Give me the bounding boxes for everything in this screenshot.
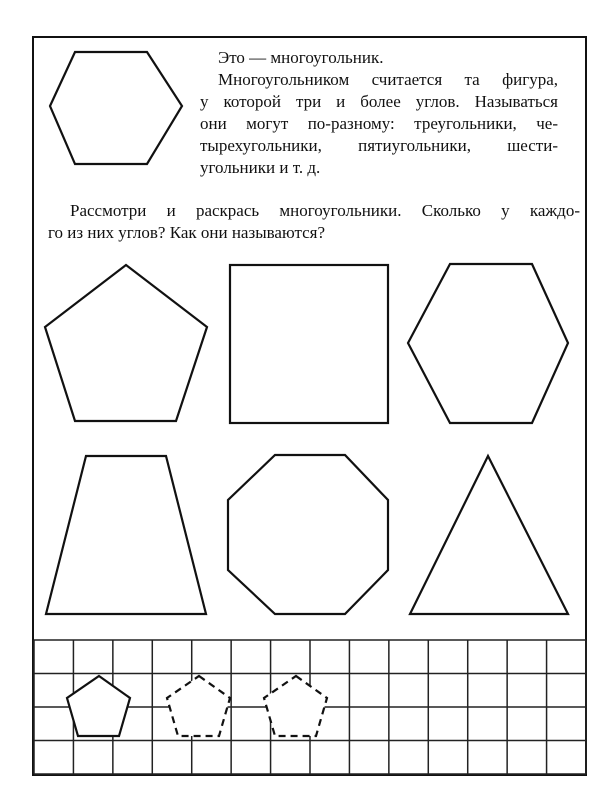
example-hexagon (50, 52, 182, 164)
triangle-figure (410, 456, 568, 614)
intro-line: у которой три и более углов. Называться (200, 92, 558, 111)
tracing-pentagon-solid (67, 676, 130, 736)
hexagon-figure (408, 264, 568, 423)
pentagon-figure (45, 265, 207, 421)
tracing-pentagon-dashed-1 (167, 676, 230, 736)
task-line: го из них углов? Как они называются? (48, 223, 325, 242)
trapezoid-figure (46, 456, 206, 614)
octagon-figure (228, 455, 388, 614)
intro-line: они могут по-разному: треугольники, че- (200, 114, 558, 133)
task-line: Рассмотри и раскрась многоугольники. Сколько у каждо- (70, 201, 580, 220)
square-figure (230, 265, 388, 423)
intro-text (200, 47, 558, 179)
intro-line: угольники и т. д. (200, 158, 321, 177)
tracing-pentagon-dashed-2 (264, 676, 327, 736)
task-text (48, 200, 580, 244)
intro-line: тырехугольники, пятиугольники, шести- (200, 136, 558, 155)
intro-line: Это — многоугольник. (218, 48, 384, 67)
intro-line: Многоугольником считается та фигура, (218, 70, 558, 89)
